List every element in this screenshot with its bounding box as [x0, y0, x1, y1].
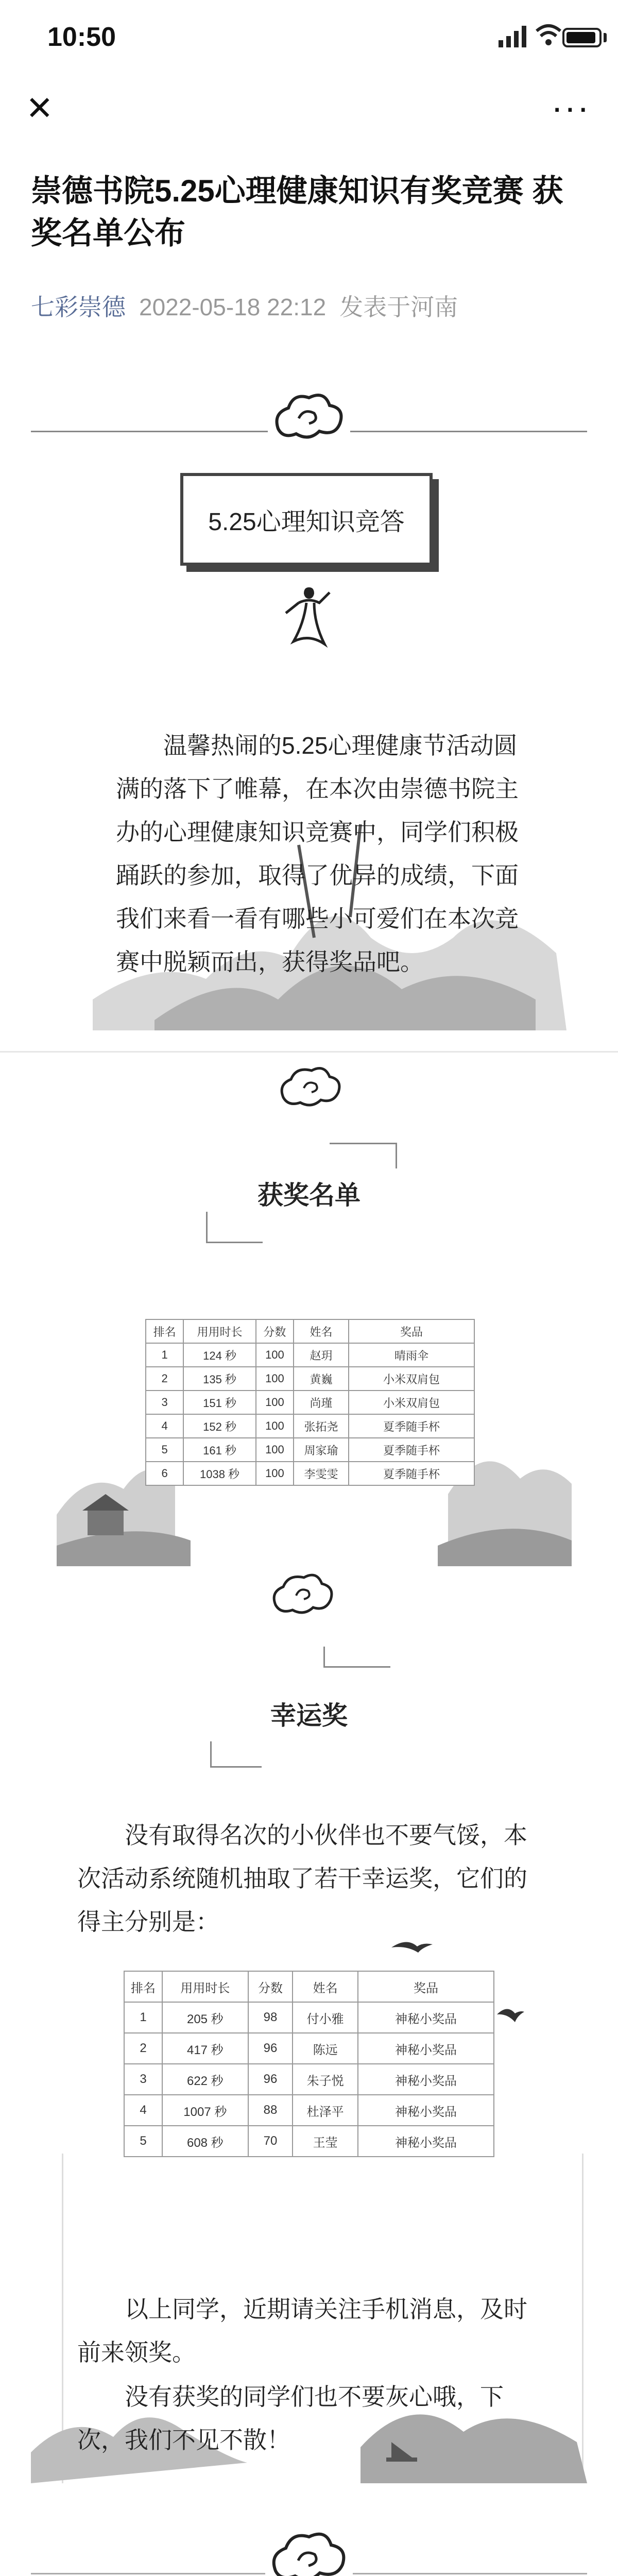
- table-row: [124, 2064, 494, 2095]
- table-cell: 5: [146, 1438, 183, 1462]
- table-row: [146, 1414, 474, 1438]
- table-cell: 2: [124, 2033, 162, 2064]
- article-meta: [31, 289, 458, 323]
- cloud-ornament-icon: [268, 1566, 340, 1623]
- account-name-link[interactable]: 七彩崇德: [31, 294, 126, 320]
- lucky-title: 幸运奖: [270, 1701, 348, 1730]
- table-cell: 2: [146, 1367, 183, 1391]
- decor-line: [210, 1766, 262, 1768]
- decor-line: [323, 1647, 325, 1667]
- table-cell: 100: [256, 1462, 294, 1485]
- table-cell: 3: [124, 2064, 162, 2095]
- table-header: 姓名: [293, 1971, 358, 2002]
- table-cell: 1007 秒: [162, 2095, 248, 2126]
- winners-table: [145, 1319, 475, 1486]
- status-bar: [0, 0, 618, 77]
- table-cell: 黄巍: [294, 1367, 349, 1391]
- table-header: 排名: [124, 1971, 162, 2002]
- decor-line: [206, 1242, 263, 1243]
- table-header: 用用时长: [162, 1971, 248, 2002]
- table-cell: 神秘小奖品: [358, 2033, 494, 2064]
- table-cell: 杜泽平: [293, 2095, 358, 2126]
- table-cell: 98: [248, 2002, 293, 2033]
- table-cell: 小米双肩包: [349, 1367, 474, 1391]
- table-row: [124, 2126, 494, 2157]
- table-cell: 100: [256, 1438, 294, 1462]
- table-cell: 夏季随手杯: [349, 1438, 474, 1462]
- table-cell: 神秘小奖品: [358, 2064, 494, 2095]
- close-icon[interactable]: ✕: [26, 90, 54, 127]
- more-icon[interactable]: ···: [551, 87, 590, 127]
- table-row: [124, 2033, 494, 2064]
- table-header: 排名: [146, 1319, 183, 1343]
- table-cell: 205 秒: [162, 2002, 248, 2033]
- table-header: 姓名: [294, 1319, 349, 1343]
- table-cell: 417 秒: [162, 2033, 248, 2064]
- table-cell: 5: [124, 2126, 162, 2157]
- table-cell: 100: [256, 1367, 294, 1391]
- lucky-paragraph: 没有取得名次的小伙伴也不要气馁，本次活动系统随机抽取了若干幸运奖，它们的得主分别是：: [77, 1822, 527, 1935]
- table-cell: 4: [146, 1414, 183, 1438]
- table-cell: 王莹: [293, 2126, 358, 2157]
- status-time: 10:50: [47, 22, 116, 52]
- signal-icon: [499, 25, 527, 47]
- table-header-row: [124, 1971, 494, 2002]
- dancer-figure-icon: [278, 582, 340, 649]
- table-cell: 1: [124, 2002, 162, 2033]
- table-cell: 4: [124, 2095, 162, 2126]
- table-row: [124, 2095, 494, 2126]
- table-cell: 6: [146, 1462, 183, 1485]
- table-cell: 3: [146, 1391, 183, 1414]
- article-title: 崇德书院5.25心理健康知识有奖竞赛 获奖名单公布: [31, 174, 563, 250]
- table-cell: 96: [248, 2064, 293, 2095]
- table-row: [146, 1367, 474, 1391]
- battery-tip: [604, 33, 607, 42]
- table-cell: 尚瑾: [294, 1391, 349, 1414]
- table-row: [146, 1438, 474, 1462]
- decor-line: [330, 1143, 397, 1144]
- table-row: [146, 1391, 474, 1414]
- table-cell: 88: [248, 2095, 293, 2126]
- table-cell: 1: [146, 1343, 183, 1367]
- table-cell: 夏季随手杯: [349, 1414, 474, 1438]
- battery-icon: [562, 28, 602, 47]
- table-row: [146, 1462, 474, 1485]
- table-header: 用用时长: [183, 1319, 255, 1343]
- publish-location: 发表于河南: [339, 294, 458, 320]
- publish-datetime: 2022-05-18 22:12: [139, 294, 327, 320]
- table-cell: 神秘小奖品: [358, 2095, 494, 2126]
- table-header-row: [146, 1319, 474, 1343]
- table-cell: 晴雨伞: [349, 1343, 474, 1367]
- table-cell: 小米双肩包: [349, 1391, 474, 1414]
- table-cell: 96: [248, 2033, 293, 2064]
- crane-bird-icon: [494, 1999, 525, 2030]
- table-cell: 张拓尧: [294, 1414, 349, 1438]
- lucky-table: [124, 1971, 494, 2157]
- table-row: [146, 1343, 474, 1367]
- table-cell: 135 秒: [183, 1367, 255, 1391]
- cloud-ornament-icon: [268, 387, 350, 449]
- table-cell: 李雯雯: [294, 1462, 349, 1485]
- closing-paragraph-1: 以上同学，近期请关注手机消息，及时前来领奖。: [77, 2296, 527, 2366]
- table-cell: 1038 秒: [183, 1462, 255, 1485]
- cloud-ornament-icon: [276, 1061, 348, 1113]
- decor-line: [323, 1666, 390, 1668]
- table-cell: 151 秒: [183, 1391, 255, 1414]
- cloud-ornament-icon: [265, 2524, 353, 2576]
- table-header: 奖品: [349, 1319, 474, 1343]
- table-cell: 100: [256, 1391, 294, 1414]
- section-divider: [0, 1051, 618, 1053]
- table-row: [124, 2002, 494, 2033]
- table-header: 分数: [256, 1319, 294, 1343]
- table-cell: 神秘小奖品: [358, 2002, 494, 2033]
- decor-line: [210, 1741, 212, 1767]
- decor-line: [396, 1143, 397, 1168]
- table-cell: 神秘小奖品: [358, 2126, 494, 2157]
- table-cell: 100: [256, 1414, 294, 1438]
- decor-line: [206, 1212, 208, 1243]
- table-cell: 100: [256, 1343, 294, 1367]
- table-cell: 70: [248, 2126, 293, 2157]
- table-cell: 赵玥: [294, 1343, 349, 1367]
- wifi-icon: [536, 24, 561, 46]
- table-cell: 夏季随手杯: [349, 1462, 474, 1485]
- table-header: 奖品: [358, 1971, 494, 2002]
- table-cell: 152 秒: [183, 1414, 255, 1438]
- winners-title: 获奖名单: [258, 1181, 360, 1210]
- table-cell: 622 秒: [162, 2064, 248, 2095]
- intro-paragraph: 温馨热闹的5.25心理健康节活动圆满的落下了帷幕，在本次由崇德书院主办的心理健康知识竞赛中，同学们积极踊跃的参加，取得了优异的成绩，下面我们来看一看有哪些小可爱们在本次竞赛中脱颖而出，获得奖品吧。: [116, 732, 519, 975]
- table-cell: 608 秒: [162, 2126, 248, 2157]
- table-cell: 陈远: [293, 2033, 358, 2064]
- contest-label-box: 5.25心理知识竞答: [180, 473, 433, 566]
- table-cell: 付小雅: [293, 2002, 358, 2033]
- table-cell: 周家瑜: [294, 1438, 349, 1462]
- table-header: 分数: [248, 1971, 293, 2002]
- table-cell: 124 秒: [183, 1343, 255, 1367]
- crane-bird-icon: [391, 1937, 433, 1958]
- table-cell: 161 秒: [183, 1438, 255, 1462]
- table-cell: 朱子悦: [293, 2064, 358, 2095]
- closing-paragraph-2: 没有获奖的同学们也不要灰心哦，下次，我们不见不散！: [77, 2383, 504, 2453]
